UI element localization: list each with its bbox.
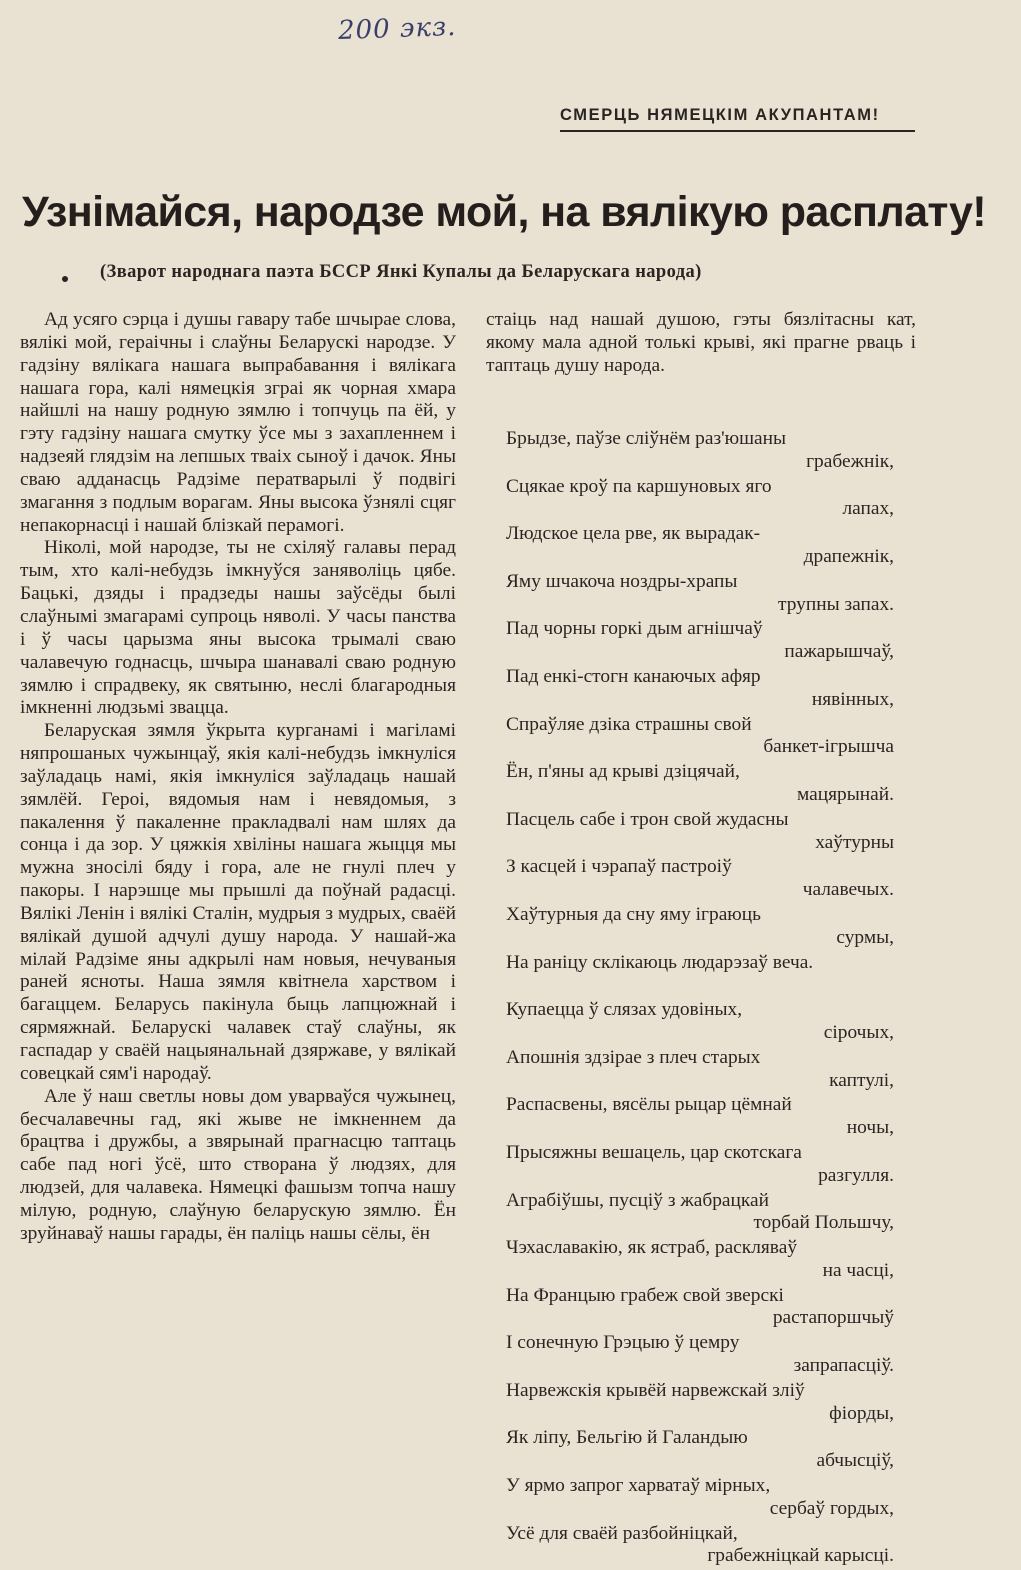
poem-line-start: Спраўляе дзіка страшны свой — [506, 713, 752, 735]
poem-line — [506, 856, 894, 902]
poem-line-end: растапоршчыў — [772, 1307, 894, 1329]
poem-line-start: Яму шчакоча ноздры-храпы — [506, 570, 738, 592]
poem-line-start: Нарвежскія крывёй нарвежскай зліў — [506, 1379, 805, 1401]
poem-line — [506, 1475, 894, 1521]
right-column-prose: стаіць над нашай душою, гэты бязлітасны кат, якому мала адной толькі крыві, які прагне рваць і таптаць душу народа. — [486, 309, 916, 376]
poem-line — [506, 571, 894, 617]
poem-line-end: мацярынай. — [797, 783, 894, 805]
poem-line — [506, 1285, 894, 1331]
poem-line-start: І сонечную Грэцыю ў цемру — [506, 1332, 740, 1354]
poem-line-end: фіорды, — [829, 1402, 894, 1424]
poem-line-start: Усё для сваёй разбойніцкай, — [506, 1522, 738, 1544]
poem-line-end: разгулля. — [818, 1164, 894, 1186]
poem-line — [506, 761, 894, 807]
poem-line-end: трупны запах. — [777, 593, 894, 615]
slogan-underline — [560, 130, 915, 132]
poem-line-end: грабежнік, — [806, 450, 894, 472]
poem-line-start: Аграбіўшы, пусціў з жабрацкай — [506, 1189, 770, 1211]
left-column — [20, 309, 456, 1246]
poem-line-start: Сцякае кроў па каршуновых яго — [506, 475, 772, 497]
paragraph: Ніколі, мой народзе, ты не схіляў галавы перад тым, хто калі-небудзь імкнуўся заняволіць цябе. Бацькі, дзяды і прадзеды нашы заўсёды былі слаўнымі змагарамі супроць няволі. У часы панства і ў часы царызма яны высока трымалі сваю чалавечую годнасць, шчыра шанавалі сваю родную зямлю і спрадвеку, як святыню, неслі благародныя імкненні людзьмі звацца. — [20, 537, 456, 719]
poem-line-end: на часці, — [822, 1259, 894, 1281]
poem-line-start: Пад чорны горкі дым агнішчаў — [506, 618, 763, 640]
poem-line — [506, 428, 894, 474]
poem-line-end: торбай Польшчу, — [753, 1212, 894, 1234]
poem-line-start: Распасвены, вясёлы рыцар цёмнай — [506, 1094, 792, 1116]
poem-line — [506, 904, 894, 950]
poem-line-end: ночы, — [846, 1117, 894, 1139]
poem-line-start: Чэхаславакію, як ястраб, раскляваў — [506, 1237, 798, 1259]
poem-line — [506, 476, 894, 522]
handwritten-note: 200 экз. — [337, 11, 457, 47]
poem-line-start: Людское цела рве, як вырадак- — [506, 523, 761, 545]
poem-line-end: грабежніцкай карысці. — [707, 1545, 894, 1567]
poem-line-start: На раніцу склікаюць людарэзаў веча. — [506, 951, 814, 973]
poem-line-start: Пад енкі-стогн канаючых афяр — [506, 665, 761, 687]
poem-line-start: Прысяжны вешацель, цар скотскага — [506, 1141, 802, 1163]
poem-line — [506, 1237, 894, 1283]
poem-line-end: каптулі, — [829, 1069, 894, 1091]
poem-line-end: сірочых, — [823, 1021, 894, 1043]
headline: Узнімайся, народзе мой, на вялікую расплату! — [22, 188, 986, 236]
poem-line-end: сурмы, — [836, 926, 894, 948]
print-dot — [62, 276, 68, 282]
paragraph: Але ў наш светлы новы дом уварваўся чужынец, бесчалавечны гад, які жыве не імкненнем да брацтва і дружбы, а звярынай прагнасцю таптаць сабе пад ногі ўсё, што створана ў людзях, для людзей, для чалавека. Нямецкі фашызм топча нашу мілую, родную, слаўную беларускую зямлю. Ён зруйнаваў нашы гарады, ён паліць нашы сёлы, ён — [20, 1085, 456, 1244]
poem-line — [506, 1523, 894, 1569]
poem-line — [506, 952, 894, 998]
poem-line — [506, 714, 894, 760]
poem-line-start: На Францыю грабеж свой зверскі — [506, 1284, 784, 1306]
poem-line — [506, 1380, 894, 1426]
poem-line-start: Пасцель сабе і трон свой жудасны — [506, 808, 789, 830]
poem-line-start: Купаецца ў слязах удовіных, — [506, 999, 743, 1021]
poem-line-start: Апошнія здзірае з плеч старых — [506, 1046, 761, 1068]
poem-line — [506, 666, 894, 712]
subtitle: (Зварот народнага паэта БССР Янкі Купалы да Беларускага народа) — [100, 262, 702, 282]
poem-line-end: лапах, — [842, 498, 894, 520]
poem-line — [506, 1332, 894, 1378]
poem-line — [506, 1094, 894, 1140]
poem-line-end — [506, 974, 894, 997]
poem-line-end: сербаў гордых, — [769, 1497, 894, 1519]
poem-line — [506, 1190, 894, 1236]
poem-line-start: Хаўтурныя да сну яму іграюць — [506, 903, 762, 925]
poem-line-end: чалавечых. — [802, 879, 894, 901]
poem-line — [506, 618, 894, 664]
poem-line — [506, 1427, 894, 1473]
poem-line — [506, 1047, 894, 1093]
poem-line-start: Ён, п'яны ад крыві дзіцячай, — [506, 761, 740, 783]
slogan-block — [560, 106, 915, 132]
poem — [506, 428, 894, 1570]
poem-line-end: драпежнік, — [803, 545, 894, 567]
poem-line — [506, 523, 894, 569]
poem-line-end: пажарышчаў, — [784, 641, 894, 663]
poem-line-start: Брыдзе, паўзе сліўнём раз'юшаны — [506, 428, 787, 449]
poem-line-end: банкет-ігрышча — [763, 736, 894, 758]
poem-line-end: абчысціў, — [816, 1450, 894, 1472]
poem-line — [506, 999, 894, 1045]
slogan: СМЕРЦЬ НЯМЕЦКІМ АКУПАНТАМ! — [560, 106, 880, 124]
poem-line-end: хаўтурны — [815, 831, 894, 853]
poem-line — [506, 809, 894, 855]
poem-line — [506, 1142, 894, 1188]
paragraph: Беларуская зямля ўкрыта курганамі і магіламі няпрошаных чужынцаў, якія калі-небудзь імкнуліся заўладаць намі, якія імкнуліся заўладаць нашай зямлёй. Героі, вядомыя нам і невядомыя, з пакалення ў пакаленне пракладвалі нам шлях да сонца і да зор. У цяжкія хвіліны нашага жыцця мы мужна зносілі бяду і гора, але не гнулі плеч у пакоры. І нарэшце мы прышлі да поўнай радасці. Вялікі Ленін і вялікі Сталін, мудрыя з мудрых, сваёй вялікай душой адчулі душу народа. У нашай-жа мілай Радзіме яны адкрылі нам новыя, нечуваныя раней ясноты. Наша зямля квітнела харством і багаццем. Беларусь пакінула быць лапцюжнай і сярмяжнай. Беларускі чалавек стаў слаўны, як гаспадар у сваёй нацыянальнай дзяржаве, у вялікай совецкай сям'і народаў. — [20, 720, 456, 1084]
poem-line-end: запрапасціў. — [793, 1355, 894, 1377]
poem-line-start: У ярмо запрог харватаў мірных, — [506, 1475, 771, 1497]
poem-line-end: нявінных, — [811, 688, 894, 710]
poem-line-start: Як ліпу, Бельгію й Галандыю — [506, 1427, 748, 1449]
paragraph: Ад усяго сэрца і душы гавару табе шчырае слова, вялікі мой, гераічны і слаўны Беларускі народзе. У гадзіну вялікага нашага выпрабавання і вялікага нашага гора, калі нямецкія зграі як чорная хмара найшлі на нашу родную зямлю і топчуць па ёй, у гэту гадзіну нашага смутку ўсе мы з захапленнем і надзеяй глядзім на лепшых тваіх сыноў і дачок. Яны сваю адданасць Радзіме ператварылі ў подвігі змагання з подлым ворагам. Яны высока ўзнялі сцяг непакорнасці і нашай блізкай перамогі. — [20, 309, 456, 536]
poem-line-start: З касцей і чэрапаў пастроіў — [506, 856, 732, 878]
